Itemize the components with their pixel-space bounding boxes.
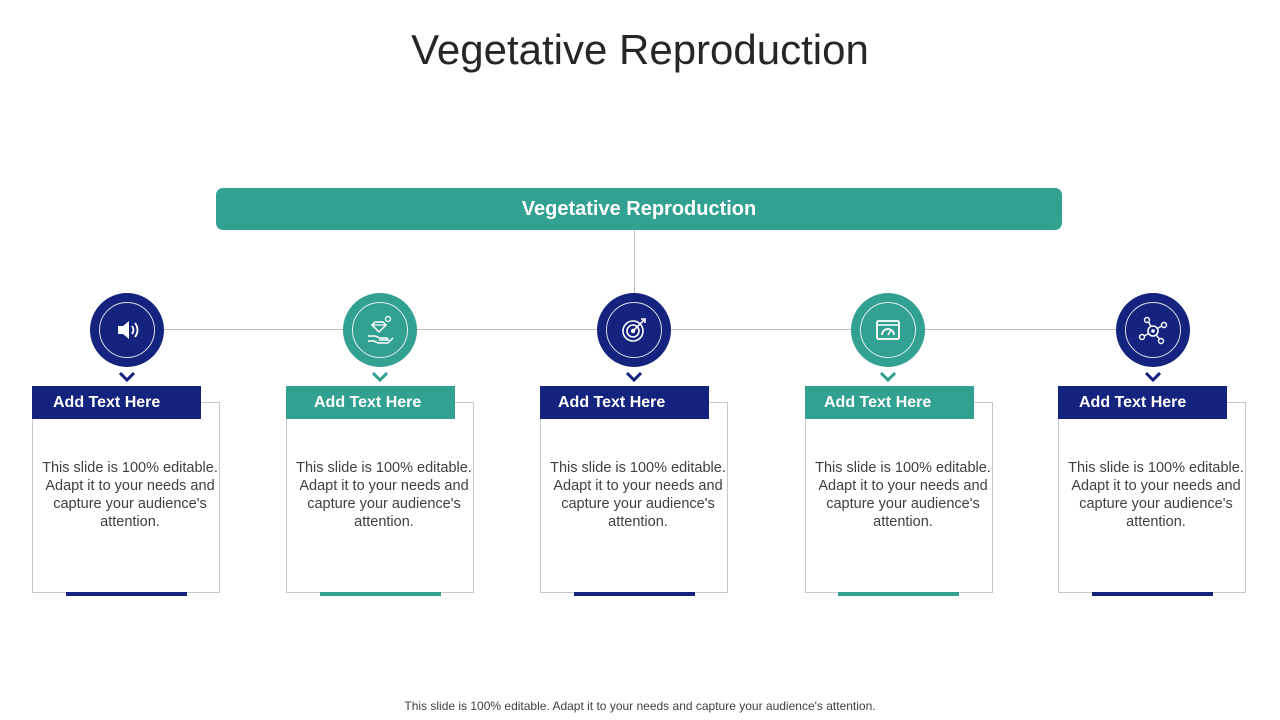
main-banner: Vegetative Reproduction <box>216 188 1062 230</box>
speaker-icon <box>112 315 142 345</box>
gauge-window-icon <box>873 315 903 345</box>
item-2-circle <box>343 293 417 367</box>
item-3-chevron-icon <box>626 372 642 382</box>
item-2-label: Add Text Here <box>286 386 455 419</box>
item-4-label: Add Text Here <box>805 386 974 419</box>
item-5-text: This slide is 100% editable. Adapt it to your needs and capture your audience's attention. <box>1068 460 1244 530</box>
item-1-label: Add Text Here <box>32 386 201 419</box>
item-3-bar <box>574 592 695 596</box>
page-title: Vegetative Reproduction <box>411 26 869 73</box>
item-2-chevron-icon <box>372 372 388 382</box>
item-4-bar <box>838 592 959 596</box>
item-2-text: This slide is 100% editable. Adapt it to your needs and capture your audience's attention. <box>296 460 472 530</box>
item-1-chevron-icon <box>119 372 135 382</box>
target-icon <box>619 315 649 345</box>
network-icon <box>1138 315 1168 345</box>
diamond-hand-icon <box>364 314 396 346</box>
footer-note: This slide is 100% editable. Adapt it to your needs and capture your audience's attention. <box>404 699 876 713</box>
item-5-circle <box>1116 293 1190 367</box>
item-2-bar <box>320 592 441 596</box>
item-5-bar <box>1092 592 1213 596</box>
item-1-text: This slide is 100% editable. Adapt it to your needs and capture your audience's attention. <box>42 460 218 530</box>
item-5-label: Add Text Here <box>1058 386 1227 419</box>
item-1-bar <box>66 592 187 596</box>
item-5-chevron-icon <box>1145 372 1161 382</box>
item-3-circle <box>597 293 671 367</box>
item-4-text: This slide is 100% editable. Adapt it to your needs and capture your audience's attention. <box>815 460 991 530</box>
item-4-chevron-icon <box>880 372 896 382</box>
item-3-text: This slide is 100% editable. Adapt it to your needs and capture your audience's attention. <box>550 460 726 530</box>
item-1-circle <box>90 293 164 367</box>
item-4-circle <box>851 293 925 367</box>
item-3-label: Add Text Here <box>540 386 709 419</box>
